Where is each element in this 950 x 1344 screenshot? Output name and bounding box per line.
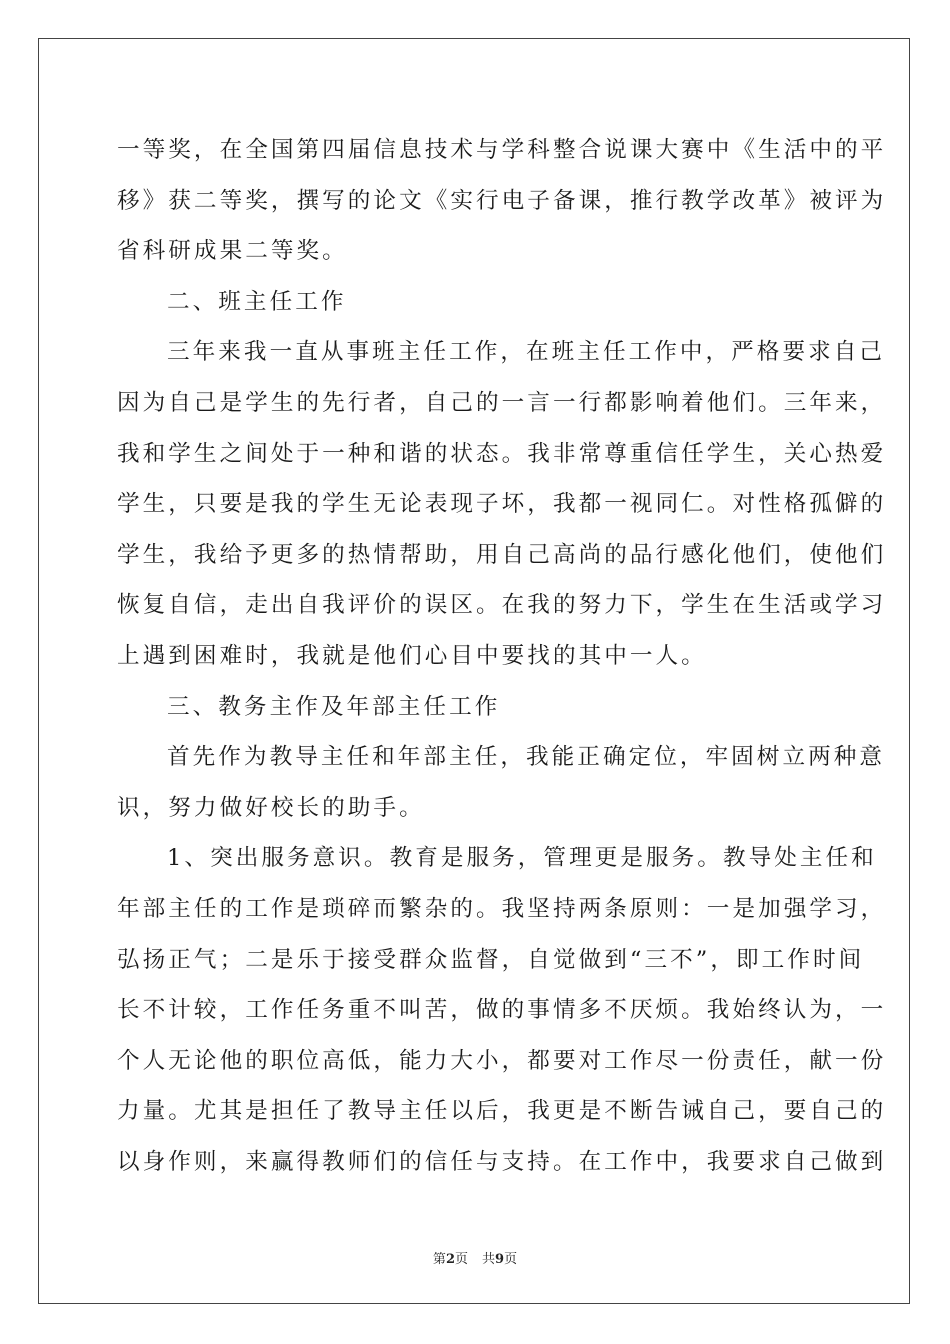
section-heading: 三、教务主作及年部主任工作 (167, 693, 501, 720)
total-pages: 9 (495, 1252, 505, 1267)
total-suffix: 页 (504, 1252, 518, 1267)
text-line: 个人无论他的职位高低，能力大小，都要对工作尽一份责任，献一份 (117, 1047, 887, 1074)
page-footer (0, 1248, 950, 1267)
text-line: 首先作为教导主任和年部主任，我能正确定位，牢固树立两种意 (167, 744, 886, 771)
text-line: 因为自己是学生的先行者，自己的一言一行都影响着他们。三年来， (117, 389, 887, 416)
text-line: 恢复自信，走出自我评价的误区。在我的努力下，学生在生活或学习 (117, 592, 887, 619)
document-body (117, 125, 887, 1187)
total-prefix: 共 (482, 1252, 496, 1267)
text-line: 以身作则，来赢得教师们的信任与支持。在工作中，我要求自己做到 (117, 1148, 887, 1175)
text-line: 力量。尤其是担任了教导主任以后，我更是不断告诫自己，要自己的 (117, 1098, 887, 1125)
text-line: 三年来我一直从事班主任工作，在班主任工作中，严格要求自己 (167, 339, 886, 366)
text-line: 学生，只要是我的学生无论表现子坏，我都一视同仁。对性格孤僻的 (117, 491, 887, 518)
text-line: 识，努力做好校长的助手。 (117, 794, 425, 821)
text-line: 我和学生之间处于一种和谐的状态。我非常尊重信任学生，关心热爱 (117, 440, 887, 467)
page-suffix: 页 (454, 1252, 468, 1267)
page-number: 2 (445, 1252, 455, 1267)
text-line: 弘扬正气；二是乐于接受群众监督，自觉做到“三不”，即工作时间 (117, 946, 865, 973)
text-line: 年部主任的工作是琐碎而繁杂的。我坚持两条原则：一是加强学习， (117, 895, 887, 922)
text-line: 移》获二等奖，撰写的论文《实行电子备课，推行教学改革》被评为 (117, 187, 887, 214)
text-line: 长不计较，工作任务重不叫苦，做的事情多不厌烦。我始终认为，一 (117, 997, 887, 1024)
text-line: 一等奖，在全国第四届信息技术与学科整合说课大赛中《生活中的平 (117, 137, 887, 163)
text-line: 省科研成果二等奖。 (117, 238, 348, 265)
text-line: 学生，我给予更多的热情帮助，用自己高尚的品行感化他们，使他们 (117, 541, 887, 568)
text-line: 1、突出服务意识。教育是服务，管理更是服务。教导处主任和 (167, 845, 877, 872)
page-prefix: 第 (432, 1252, 446, 1267)
section-heading: 二、班主任工作 (167, 288, 347, 315)
text-line: 上遇到困难时，我就是他们心目中要找的其中一人。 (117, 642, 707, 669)
